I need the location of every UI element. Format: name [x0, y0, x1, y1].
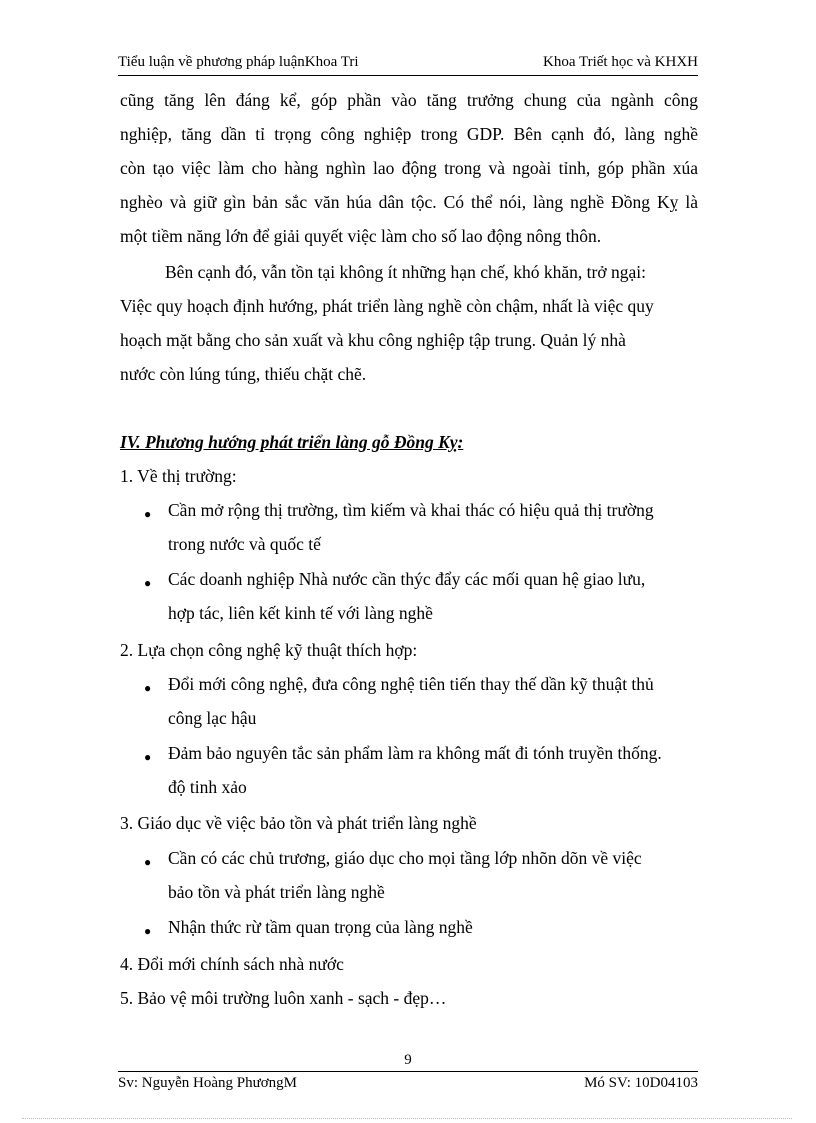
list-item: 3. Giáo dục về việc bảo tồn và phát triển làng nghề: [120, 813, 477, 833]
paragraph-line: nghèo và giữ gìn bản sắc văn húa dân tộc. Có thể nói, làng nghề Đồng Kỵ là: [120, 192, 698, 212]
bullet-icon: ●: [144, 750, 152, 764]
bullet-icon: ●: [144, 681, 152, 695]
footer-rule: [118, 1071, 698, 1072]
section-heading: IV. Phương hướng phát triển làng gỗ Đồng Kỵ:: [120, 432, 464, 452]
paragraph-line: hoạch mặt bằng cho sản xuất và khu công nghiệp tập trung. Quản lý nhà: [120, 330, 626, 350]
page-edge-dotted-line: [22, 1118, 792, 1119]
bullet-line: hợp tác, liên kết kinh tế với làng nghề: [168, 603, 433, 623]
paragraph-line: nước còn lúng túng, thiếu chặt chẽ.: [120, 364, 367, 384]
header-right-text: Khoa Triết học và KHXH: [543, 54, 698, 70]
paragraph-line: Việc quy hoạch định hướng, phát triển làng nghề còn chậm, nhất là việc quy: [120, 296, 654, 316]
bullet-icon: ●: [144, 507, 152, 521]
bullet-icon: ●: [144, 924, 152, 938]
bullet-line: Cần mở rộng thị trường, tìm kiếm và khai thác có hiệu quả thị trường: [168, 500, 654, 520]
bullet-line: Đảm bảo nguyên tắc sản phẩm làm ra không mất đi tónh truyền thống.: [168, 743, 662, 763]
bullet-icon: ●: [144, 576, 152, 590]
list-item: 4. Đổi mới chính sách nhà nước: [120, 954, 344, 974]
list-item: 2. Lựa chọn công nghệ kỹ thuật thích hợp:: [120, 640, 418, 660]
paragraph-line: Bên cạnh đó, vẫn tồn tại không ít những hạn chế, khó khăn, trở ngại:: [165, 262, 646, 282]
list-item: 1. Về thị trường:: [120, 466, 237, 486]
paragraph-line: một tiềm năng lớn để giải quyết việc làm cho số lao động nông thôn.: [120, 226, 602, 246]
paragraph-line: cũng tăng lên đáng kể, góp phần vào tăng trưởng chung của ngành công: [120, 90, 698, 110]
footer-left-text: Sv: Nguyễn Hoàng PhươngM: [118, 1075, 297, 1091]
bullet-line: trong nước và quốc tế: [168, 534, 321, 554]
bullet-line: công lạc hậu: [168, 708, 257, 728]
bullet-line: độ tinh xảo: [168, 777, 247, 797]
bullet-icon: ●: [144, 855, 152, 869]
bullet-line: Cần có các chủ trương, giáo dục cho mọi tầng lớp nhõn dõn về việc: [168, 848, 642, 868]
list-item: 5. Bảo vệ môi trường luôn xanh - sạch - đẹp…: [120, 988, 447, 1008]
bullet-line: bảo tồn và phát triển làng nghề: [168, 882, 385, 902]
paragraph-line: còn tạo việc làm cho hàng nghìn lao động trong và ngoài tỉnh, góp phần xúa: [120, 158, 698, 178]
bullet-line: Nhận thức rừ tầm quan trọng của làng nghề: [168, 917, 473, 937]
footer-right-text: Mó SV: 10D04103: [584, 1075, 698, 1091]
bullet-line: Các doanh nghiệp Nhà nước cần thýc đẩy các mối quan hệ giao lưu,: [168, 569, 646, 589]
paragraph-line: nghiệp, tăng dần tỉ trọng công nghiệp trong GDP. Bên cạnh đó, làng nghề: [120, 124, 698, 144]
page-number: 9: [404, 1052, 412, 1068]
header-rule: [118, 75, 698, 76]
bullet-line: Đổi mới công nghệ, đưa công nghệ tiên tiến thay thế dần kỹ thuật thủ: [168, 674, 654, 694]
header-left-text: Tiểu luận về phương pháp luậnKhoa Tri: [118, 54, 359, 70]
page-header: [118, 54, 698, 74]
